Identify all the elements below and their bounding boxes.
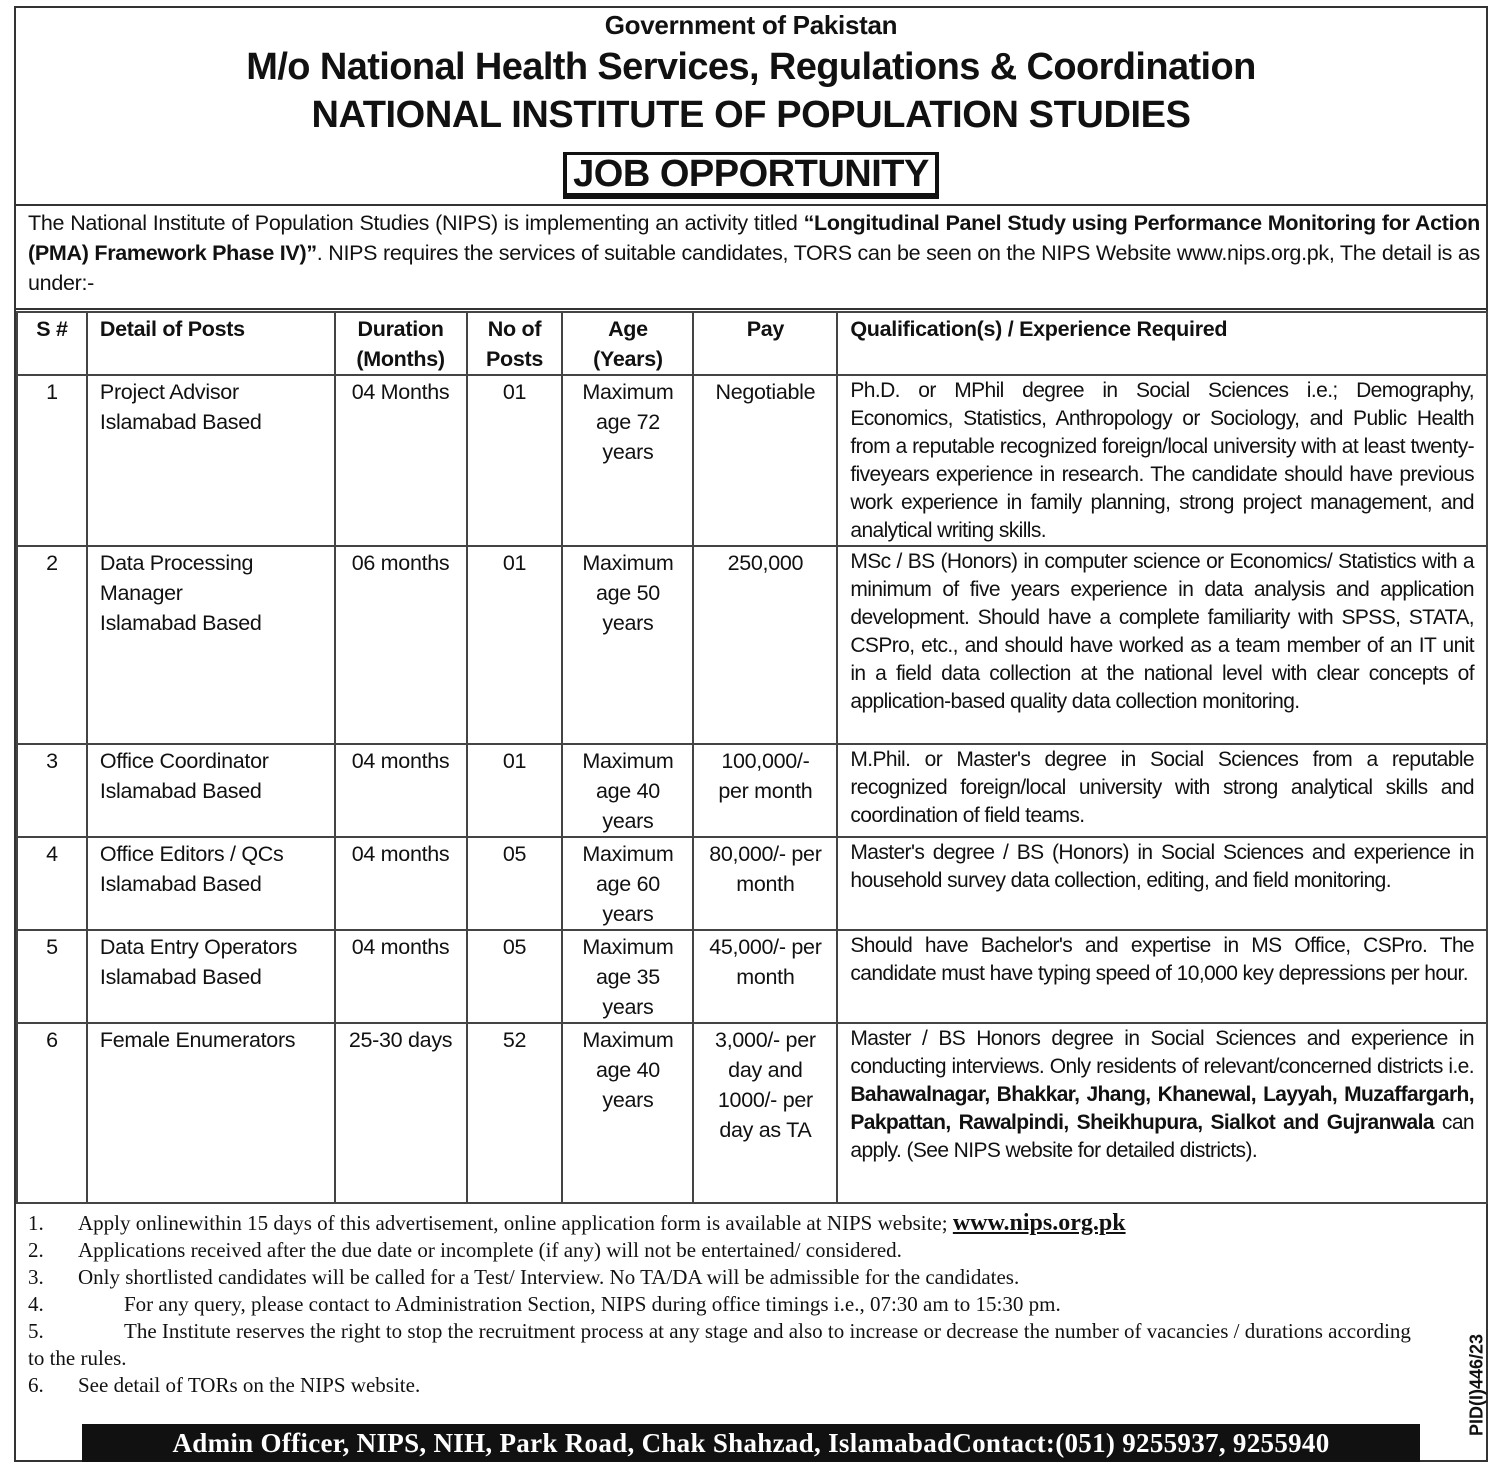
list-item: 5. The Institute reserves the right to stop the recruitment process at any stage and also to increase or decrease the number of vacancies / durations according to the rules.	[28, 1319, 1411, 1370]
cell-qualification: Master's degree / BS (Honors) in Social Sciences and experience in household survey data collection, editing, and field monitoring.	[837, 837, 1487, 930]
cell-qualification: M.Phil. or Master's degree in Social Sciences from a reputable recognized foreign/local university with strong analytical skills and coordination of field teams.	[837, 744, 1487, 837]
intro-paragraph: The National Institute of Population Studies (NIPS) is implementing an activity titled “Longitudinal Panel Study using Performance Monitoring for Action (PMA) Framework Phase IV)”. NIPS requires the services of suitable candidates, TORS can be seen on the NIPS Website www.nips.org.pk, The detail is as under:-	[28, 211, 1480, 295]
table-header-row	[17, 312, 1487, 375]
cell-qualification: MSc / BS (Honors) in computer science or Economics/ Statistics with a minimum of five years experience in data analysis and application development. Should have a complete familiarity with SPSS, STATA, CSPro, etc., and should have worked as a team member of an IT unit in a field data collection at the national level with clear concepts of application-based quality data collection monitoring.	[837, 546, 1487, 744]
header-age: Age (Years)	[562, 312, 693, 375]
cell-sno: 3	[17, 744, 87, 837]
nips-website-link[interactable]: www.nips.org.pk	[952, 1210, 1126, 1236]
cell-post: Office Coordinator Islamabad Based	[87, 744, 335, 837]
cell-posts: 01	[467, 375, 563, 546]
cell-sno: 2	[17, 546, 87, 744]
table-row	[17, 930, 1487, 1023]
divider	[14, 308, 1488, 310]
cell-qualification: Ph.D. or MPhil degree in Social Sciences i.e.; Demography, Economics, Statistics, Anthropology or Sociology, and Public Health from a reputable recognized foreign/local university with at least twenty-fiveyears experience in research. The candidate should have previous work experience in family planning, strong project management, and analytical writing skills.	[837, 375, 1487, 546]
government-title: Government of Pakistan	[604, 10, 898, 40]
cell-duration: 04 months	[335, 930, 467, 1023]
cell-qualification: Master / BS Honors degree in Social Sciences and experience in conducting interviews. Only residents of relevant/concerned districts i.e. Bahawalnagar, Bhakkar, Jhang, Khanewal, Layyah, Muzaffargarh, Pakpattan, Rawalpindi, Sheikhupura, Sialkot and Gujranwala can apply. (See NIPS website for detailed districts).	[837, 1023, 1487, 1203]
contact-footer: Admin Officer, NIPS, NIH, Park Road, Chak Shahzad, IslamabadContact:(051) 9255937, 9255940	[82, 1424, 1420, 1462]
notes-list	[28, 1210, 1428, 1399]
cell-pay: Negotiable	[693, 375, 837, 546]
cell-duration: 25-30 days	[335, 1023, 467, 1203]
cell-posts: 01	[467, 744, 563, 837]
header-post: Detail of Posts	[87, 312, 335, 375]
cell-pay: 3,000/- per day and 1000/- per day as TA	[693, 1023, 837, 1203]
cell-duration: 04 months	[335, 744, 467, 837]
cell-duration: 06 months	[335, 546, 467, 744]
cell-age: Maximum age 50 years	[562, 546, 693, 744]
header-duration: Duration (Months)	[335, 312, 467, 375]
cell-posts: 05	[467, 837, 563, 930]
header-sno: S #	[17, 312, 87, 375]
cell-pay: 100,000/- per month	[693, 744, 837, 837]
cell-sno: 4	[17, 837, 87, 930]
posts-table	[16, 311, 1488, 1204]
list-item: 1. Apply onlinewithin 15 days of this advertisement, online application form is available at NIPS website; www.nips.org.pk	[28, 1210, 1126, 1236]
list-item: 4. For any query, please contact to Administration Section, NIPS during office timings i.e., 07:30 am to 15:30 pm.	[28, 1292, 1061, 1316]
activity-title: “Longitudinal Panel Study using Performance Monitoring for Action (PMA) Framework Phase IV)”	[28, 211, 1480, 265]
list-item: 3. Only shortlisted candidates will be called for a Test/ Interview. No TA/DA will be admissible for the candidates.	[28, 1265, 1020, 1289]
pid-code: PID(I)446/23	[1466, 1333, 1487, 1437]
header-qualification: Qualification(s) / Experience Required	[837, 312, 1487, 375]
cell-post: Project Advisor Islamabad Based	[87, 375, 335, 546]
divider	[14, 204, 1488, 206]
cell-age: Maximum age 40 years	[562, 1023, 693, 1203]
cell-qualification: Should have Bachelor's and expertise in MS Office, CSPro. The candidate must have typing speed of 10,000 key depressions per hour.	[837, 930, 1487, 1023]
header-pay: Pay	[693, 312, 837, 375]
table-row	[17, 375, 1487, 546]
cell-post: Data Entry Operators Islamabad Based	[87, 930, 335, 1023]
cell-post: Office Editors / QCs Islamabad Based	[87, 837, 335, 930]
cell-sno: 6	[17, 1023, 87, 1203]
cell-duration: 04 months	[335, 837, 467, 930]
cell-age: Maximum age 60 years	[562, 837, 693, 930]
cell-age: Maximum age 72 years	[562, 375, 693, 546]
cell-sno: 1	[17, 375, 87, 546]
cell-pay: 45,000/- per month	[693, 930, 837, 1023]
cell-post: Data Processing Manager Islamabad Based	[87, 546, 335, 744]
table-row	[17, 837, 1487, 930]
table-row	[17, 744, 1487, 837]
cell-pay: 250,000	[693, 546, 837, 744]
cell-pay: 80,000/- per month	[693, 837, 837, 930]
job-opportunity-badge: JOB OPPORTUNITY	[563, 152, 939, 199]
cell-age: Maximum age 40 years	[562, 744, 693, 837]
table-row	[17, 1023, 1487, 1203]
districts-list: Bahawalnagar, Bhakkar, Jhang, Khanewal, Layyah, Muzaffargarh, Pakpattan, Rawalpindi, Sheikhupura, Sialkot and Gujranwala	[850, 1083, 1474, 1134]
list-item: 6. See detail of TORs on the NIPS website.	[28, 1373, 421, 1397]
ministry-title: M/o National Health Services, Regulations & Coordination	[246, 46, 1256, 88]
table-row	[17, 546, 1487, 744]
cell-posts: 52	[467, 1023, 563, 1203]
list-item: 2. Applications received after the due date or incomplete (if any) will not be entertained/ considered.	[28, 1238, 902, 1262]
cell-posts: 05	[467, 930, 563, 1023]
cell-duration: 04 Months	[335, 375, 467, 546]
cell-post: Female Enumerators	[87, 1023, 335, 1203]
header-posts: No of Posts	[467, 312, 563, 375]
cell-sno: 5	[17, 930, 87, 1023]
institute-title: NATIONAL INSTITUTE OF POPULATION STUDIES	[311, 94, 1191, 136]
cell-age: Maximum age 35 years	[562, 930, 693, 1023]
cell-posts: 01	[467, 546, 563, 744]
